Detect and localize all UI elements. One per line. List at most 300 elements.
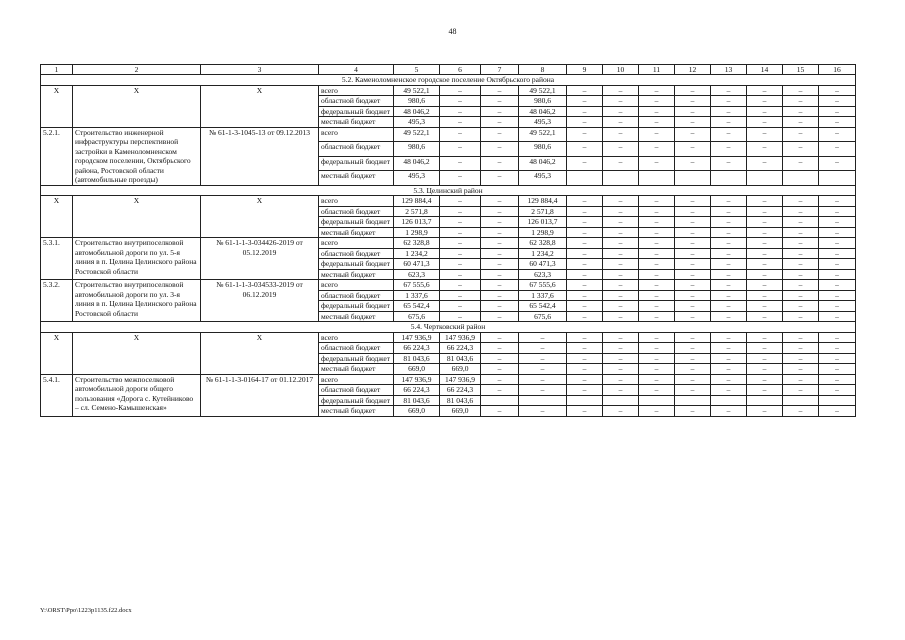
value-cell: – — [519, 353, 567, 364]
value-cell: – — [567, 301, 603, 312]
column-header: 15 — [783, 65, 819, 75]
value-cell: – — [783, 353, 819, 364]
value-cell: – — [747, 248, 783, 259]
value-cell: – — [747, 280, 783, 291]
column-header: 13 — [711, 65, 747, 75]
value-cell: – — [711, 142, 747, 157]
row-number: X — [41, 196, 73, 238]
value-cell: – — [747, 156, 783, 171]
value-cell: 1 234,2 — [394, 248, 440, 259]
value-cell: – — [440, 156, 481, 171]
value-cell: 126 013,7 — [394, 217, 440, 228]
value-cell: – — [639, 196, 675, 207]
value-cell: – — [440, 85, 481, 96]
column-header: 11 — [639, 65, 675, 75]
value-cell — [675, 171, 711, 186]
value-cell: – — [711, 217, 747, 228]
value-cell: – — [639, 343, 675, 354]
value-cell: 129 884,4 — [394, 196, 440, 207]
value-cell: – — [519, 385, 567, 396]
header-row — [41, 65, 856, 75]
total-row — [41, 85, 856, 96]
value-cell: – — [481, 343, 519, 354]
value-cell: – — [567, 259, 603, 270]
value-cell: 62 328,8 — [519, 238, 567, 249]
value-cell — [639, 171, 675, 186]
value-cell: – — [711, 238, 747, 249]
value-cell: – — [639, 248, 675, 259]
value-cell: – — [567, 364, 603, 375]
value-cell: – — [819, 301, 856, 312]
value-cell: 2 571,8 — [519, 206, 567, 217]
column-header: 1 — [41, 65, 73, 75]
value-cell: – — [819, 106, 856, 117]
value-cell: – — [603, 364, 639, 375]
value-cell: – — [783, 385, 819, 396]
value-cell: – — [440, 301, 481, 312]
value-cell: – — [603, 196, 639, 207]
section-title: 5.3. Целинский район — [41, 185, 856, 196]
value-cell: – — [783, 106, 819, 117]
value-cell: – — [440, 117, 481, 128]
value-cell: – — [639, 374, 675, 385]
value-cell: – — [440, 290, 481, 301]
budget-label: федеральный бюджет — [319, 106, 394, 117]
value-cell: – — [639, 227, 675, 238]
value-cell: – — [783, 238, 819, 249]
value-cell: – — [481, 385, 519, 396]
row-number: 5.2.1. — [41, 127, 73, 185]
object-name: Строительство внутрипоселковой автомобильной дороги по ул. 3-я линия в п. Целина Целинского района Ростовской области — [73, 280, 201, 322]
value-cell: – — [603, 217, 639, 228]
value-cell: – — [481, 127, 519, 142]
value-cell: – — [639, 85, 675, 96]
value-cell: – — [747, 259, 783, 270]
value-cell: – — [819, 85, 856, 96]
value-cell: – — [783, 343, 819, 354]
value-cell: – — [603, 156, 639, 171]
value-cell: – — [567, 280, 603, 291]
value-cell: – — [747, 217, 783, 228]
registration-number: X — [201, 85, 319, 127]
value-cell: – — [567, 406, 603, 417]
value-cell: 81 043,6 — [394, 395, 440, 406]
budget-label: всего — [319, 85, 394, 96]
budget-label: местный бюджет — [319, 406, 394, 417]
value-cell: – — [603, 311, 639, 322]
value-cell: 980,6 — [519, 142, 567, 157]
value-cell: 66 224,3 — [440, 385, 481, 396]
value-cell: 495,3 — [394, 117, 440, 128]
value-cell: 980,6 — [519, 96, 567, 107]
value-cell: – — [481, 406, 519, 417]
value-cell: – — [819, 206, 856, 217]
budget-label: местный бюджет — [319, 117, 394, 128]
value-cell: 147 936,9 — [394, 332, 440, 343]
object-name: Строительство инженерной инфраструктуры перспективной застройки в Каменоломненском городском поселении, Октябрьского района, Ростовской области (автомобильные проезды) — [73, 127, 201, 185]
value-cell: – — [481, 96, 519, 107]
value-cell: – — [481, 259, 519, 270]
value-cell — [481, 395, 519, 406]
value-cell: – — [603, 227, 639, 238]
value-cell: – — [440, 142, 481, 157]
value-cell: – — [481, 196, 519, 207]
value-cell: 669,0 — [394, 364, 440, 375]
value-cell: – — [675, 280, 711, 291]
value-cell: – — [783, 269, 819, 280]
value-cell: – — [819, 227, 856, 238]
column-header: 3 — [201, 65, 319, 75]
value-cell: – — [567, 385, 603, 396]
value-cell: – — [675, 85, 711, 96]
section-row — [41, 75, 856, 86]
value-cell: – — [603, 106, 639, 117]
value-cell: – — [440, 127, 481, 142]
value-cell: – — [783, 206, 819, 217]
value-cell: – — [819, 127, 856, 142]
budget-label: областной бюджет — [319, 385, 394, 396]
value-cell: – — [481, 238, 519, 249]
value-cell: – — [567, 332, 603, 343]
budget-label: федеральный бюджет — [319, 395, 394, 406]
financing-table — [40, 64, 856, 417]
value-cell: – — [747, 311, 783, 322]
value-cell: – — [481, 280, 519, 291]
value-cell: – — [711, 374, 747, 385]
value-cell: – — [603, 269, 639, 280]
value-cell: – — [481, 248, 519, 259]
budget-label: всего — [319, 196, 394, 207]
value-cell: – — [747, 301, 783, 312]
value-cell: 67 555,6 — [519, 280, 567, 291]
value-cell: – — [567, 217, 603, 228]
registration-number: X — [201, 196, 319, 238]
value-cell: – — [747, 332, 783, 343]
budget-label: федеральный бюджет — [319, 301, 394, 312]
value-cell: – — [603, 96, 639, 107]
value-cell: – — [639, 353, 675, 364]
value-cell: – — [603, 85, 639, 96]
value-cell: 48 046,2 — [394, 106, 440, 117]
value-cell: – — [819, 385, 856, 396]
value-cell: – — [639, 290, 675, 301]
value-cell: – — [747, 96, 783, 107]
value-cell: 66 224,3 — [440, 343, 481, 354]
value-cell: – — [711, 106, 747, 117]
value-cell: – — [567, 196, 603, 207]
value-cell: 48 046,2 — [394, 156, 440, 171]
budget-label: местный бюджет — [319, 364, 394, 375]
value-cell: – — [711, 364, 747, 375]
value-cell: – — [747, 364, 783, 375]
value-cell: 2 571,8 — [394, 206, 440, 217]
value-cell: – — [747, 406, 783, 417]
value-cell: 675,6 — [394, 311, 440, 322]
value-cell: – — [481, 374, 519, 385]
value-cell: – — [819, 248, 856, 259]
value-cell: – — [481, 171, 519, 186]
value-cell: – — [481, 142, 519, 157]
value-cell: – — [675, 301, 711, 312]
value-cell: – — [819, 217, 856, 228]
value-cell: – — [783, 142, 819, 157]
column-header: 16 — [819, 65, 856, 75]
value-cell: – — [481, 332, 519, 343]
value-cell: – — [819, 364, 856, 375]
value-cell: – — [603, 238, 639, 249]
value-cell: 1 298,9 — [394, 227, 440, 238]
value-cell: – — [711, 269, 747, 280]
column-header: 6 — [440, 65, 481, 75]
value-cell: – — [567, 96, 603, 107]
value-cell: – — [639, 406, 675, 417]
value-cell: – — [711, 259, 747, 270]
row-number: 5.4.1. — [41, 374, 73, 416]
object-name: Строительство внутрипоселковой автомобильной дороги по ул. 5-я линия в п. Целина Целинского района Ростовской области — [73, 238, 201, 280]
value-cell — [711, 171, 747, 186]
value-cell: – — [567, 269, 603, 280]
budget-label: областной бюджет — [319, 290, 394, 301]
budget-label: федеральный бюджет — [319, 156, 394, 171]
section-title: 5.4. Чертковский район — [41, 322, 856, 333]
value-cell: – — [675, 106, 711, 117]
value-cell: – — [675, 353, 711, 364]
value-cell: – — [675, 311, 711, 322]
budget-label: федеральный бюджет — [319, 217, 394, 228]
value-cell — [567, 395, 603, 406]
value-cell: – — [783, 127, 819, 142]
value-cell: – — [675, 127, 711, 142]
value-cell: – — [711, 332, 747, 343]
value-cell: – — [747, 374, 783, 385]
value-cell: – — [639, 206, 675, 217]
value-cell: – — [711, 156, 747, 171]
value-cell: – — [675, 196, 711, 207]
value-cell — [711, 395, 747, 406]
value-cell: – — [567, 311, 603, 322]
value-cell: – — [819, 238, 856, 249]
value-cell: – — [819, 259, 856, 270]
value-cell: – — [603, 290, 639, 301]
value-cell: – — [639, 311, 675, 322]
value-cell: 48 046,2 — [519, 156, 567, 171]
value-cell: – — [603, 406, 639, 417]
value-cell: – — [519, 374, 567, 385]
value-cell: – — [711, 406, 747, 417]
budget-label: областной бюджет — [319, 343, 394, 354]
value-cell: – — [567, 206, 603, 217]
value-cell: – — [783, 117, 819, 128]
row-number: 5.3.2. — [41, 280, 73, 322]
value-cell: – — [603, 374, 639, 385]
value-cell: – — [675, 374, 711, 385]
value-cell: – — [783, 364, 819, 375]
object-name: Строительство межпоселковой автомобильной дороги общего пользования «Дорога с. Кутейниково – сл. Семено-Камышенская» — [73, 374, 201, 416]
value-cell: – — [567, 353, 603, 364]
value-cell: 669,0 — [394, 406, 440, 417]
value-cell: – — [711, 353, 747, 364]
value-cell: – — [747, 269, 783, 280]
value-cell: – — [711, 206, 747, 217]
value-cell: – — [819, 280, 856, 291]
value-cell: 1 234,2 — [519, 248, 567, 259]
value-cell: – — [567, 238, 603, 249]
value-cell: – — [783, 96, 819, 107]
column-header: 7 — [481, 65, 519, 75]
value-cell: – — [711, 117, 747, 128]
value-cell — [747, 171, 783, 186]
item-row — [41, 280, 856, 291]
section-row — [41, 185, 856, 196]
value-cell: 669,0 — [440, 364, 481, 375]
value-cell — [603, 395, 639, 406]
value-cell: – — [783, 406, 819, 417]
value-cell: 129 884,4 — [519, 196, 567, 207]
budget-label: местный бюджет — [319, 311, 394, 322]
value-cell: – — [819, 311, 856, 322]
total-row — [41, 332, 856, 343]
column-header: 12 — [675, 65, 711, 75]
registration-number: № 61-1-3-1045-13 от 09.12.2013 — [201, 127, 319, 185]
value-cell: – — [675, 364, 711, 375]
value-cell: – — [819, 290, 856, 301]
value-cell: – — [603, 142, 639, 157]
budget-label: областной бюджет — [319, 206, 394, 217]
object-name: X — [73, 196, 201, 238]
value-cell: – — [747, 85, 783, 96]
value-cell: – — [603, 259, 639, 270]
value-cell — [747, 395, 783, 406]
value-cell: – — [639, 238, 675, 249]
value-cell: 623,3 — [519, 269, 567, 280]
value-cell: – — [819, 374, 856, 385]
value-cell: 65 542,4 — [394, 301, 440, 312]
value-cell: – — [675, 343, 711, 354]
value-cell: – — [711, 227, 747, 238]
value-cell: – — [440, 217, 481, 228]
value-cell: – — [639, 269, 675, 280]
value-cell: – — [603, 117, 639, 128]
value-cell — [819, 171, 856, 186]
value-cell — [783, 171, 819, 186]
value-cell — [819, 395, 856, 406]
value-cell: – — [639, 127, 675, 142]
value-cell: – — [639, 259, 675, 270]
value-cell: – — [675, 332, 711, 343]
value-cell: 49 522,1 — [394, 85, 440, 96]
budget-label: местный бюджет — [319, 269, 394, 280]
value-cell: – — [481, 85, 519, 96]
value-cell: – — [819, 117, 856, 128]
value-cell: – — [639, 301, 675, 312]
budget-label: местный бюджет — [319, 227, 394, 238]
budget-label: федеральный бюджет — [319, 259, 394, 270]
value-cell: – — [639, 142, 675, 157]
value-cell: – — [747, 117, 783, 128]
section-row — [41, 322, 856, 333]
value-cell: – — [440, 96, 481, 107]
value-cell: – — [675, 290, 711, 301]
value-cell: – — [603, 127, 639, 142]
value-cell — [567, 171, 603, 186]
value-cell: 66 224,3 — [394, 385, 440, 396]
value-cell: – — [711, 248, 747, 259]
value-cell: – — [567, 85, 603, 96]
value-cell: 495,3 — [519, 117, 567, 128]
value-cell: – — [711, 290, 747, 301]
value-cell: – — [711, 85, 747, 96]
column-header: 2 — [73, 65, 201, 75]
value-cell: – — [783, 196, 819, 207]
value-cell: – — [819, 96, 856, 107]
value-cell — [675, 395, 711, 406]
value-cell: – — [783, 217, 819, 228]
value-cell: 669,0 — [440, 406, 481, 417]
value-cell: – — [675, 96, 711, 107]
value-cell: – — [440, 280, 481, 291]
value-cell: 495,3 — [394, 171, 440, 186]
value-cell: – — [675, 385, 711, 396]
value-cell — [603, 171, 639, 186]
page-number: 48 — [448, 27, 457, 36]
value-cell: – — [567, 290, 603, 301]
value-cell: – — [481, 106, 519, 117]
value-cell: – — [440, 248, 481, 259]
value-cell: – — [519, 406, 567, 417]
value-cell: 147 936,9 — [440, 332, 481, 343]
value-cell: 67 555,6 — [394, 280, 440, 291]
value-cell: – — [783, 85, 819, 96]
value-cell: – — [481, 227, 519, 238]
value-cell: – — [819, 332, 856, 343]
item-row — [41, 127, 856, 142]
value-cell: – — [440, 259, 481, 270]
value-cell: – — [603, 206, 639, 217]
value-cell: – — [747, 206, 783, 217]
column-header: 5 — [394, 65, 440, 75]
value-cell: – — [603, 280, 639, 291]
value-cell: – — [639, 332, 675, 343]
value-cell: – — [481, 206, 519, 217]
budget-label: местный бюджет — [319, 171, 394, 186]
value-cell: – — [747, 353, 783, 364]
total-row — [41, 196, 856, 207]
value-cell: – — [519, 343, 567, 354]
value-cell: – — [639, 280, 675, 291]
value-cell: – — [783, 280, 819, 291]
value-cell: – — [783, 156, 819, 171]
value-cell: 49 522,1 — [394, 127, 440, 142]
value-cell: – — [481, 364, 519, 375]
value-cell: – — [711, 301, 747, 312]
value-cell: 60 471,3 — [519, 259, 567, 270]
budget-label: всего — [319, 127, 394, 142]
value-cell: – — [747, 227, 783, 238]
value-cell: – — [639, 364, 675, 375]
budget-label: федеральный бюджет — [319, 353, 394, 364]
value-cell: – — [481, 290, 519, 301]
value-cell: – — [675, 142, 711, 157]
section-title: 5.2. Каменоломненское городское поселение Октябрьского района — [41, 75, 856, 86]
value-cell: – — [567, 127, 603, 142]
budget-label: всего — [319, 238, 394, 249]
value-cell: – — [747, 290, 783, 301]
registration-number: № 61-1-1-3-034426-2019 от 05.12.2019 — [201, 238, 319, 280]
value-cell: – — [711, 280, 747, 291]
value-cell: – — [675, 227, 711, 238]
value-cell: – — [639, 217, 675, 228]
budget-label: всего — [319, 374, 394, 385]
